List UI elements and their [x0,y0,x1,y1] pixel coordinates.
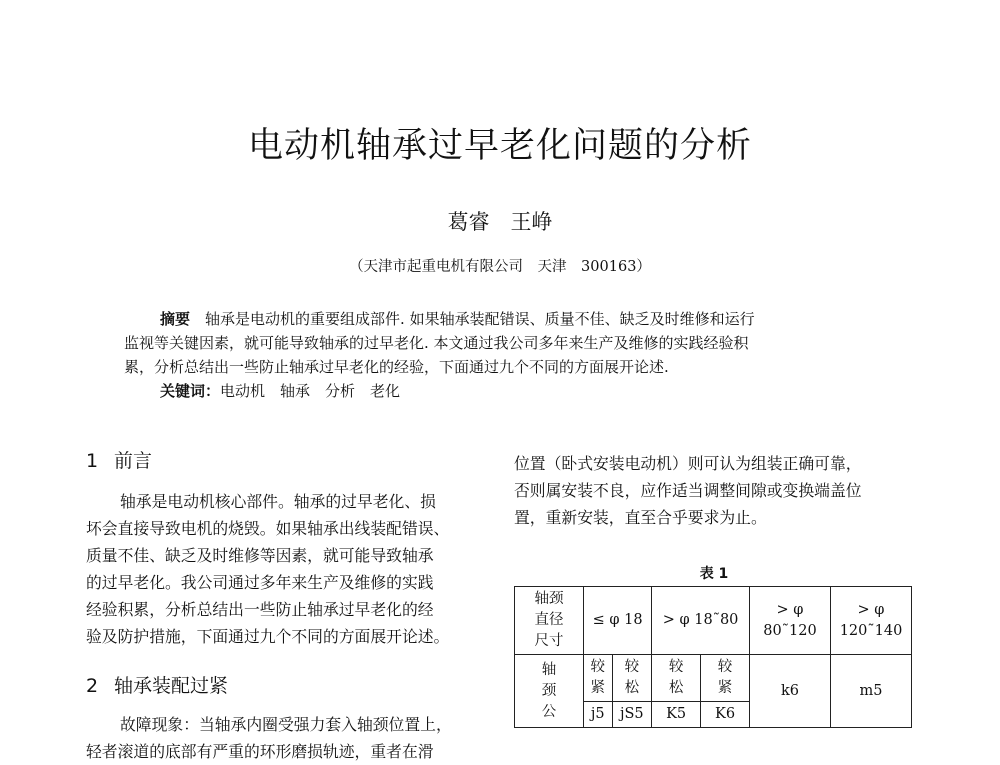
section-2-title: 轴承装配过紧 [114,675,229,697]
table-row [515,655,912,702]
affiliation: （天津市起重电机有限公司 天津 300163） [349,259,651,275]
paragraph-line: 经验积累，分析总结出一些防止轴承过早老化的经 [86,600,434,619]
paragraph-line: 轻者滚道的底部有严重的环形磨损轨迹，重者在滑 [86,742,434,761]
abstract-label: 摘要 [160,310,191,328]
section-1-heading [86,446,152,473]
table-1 [514,586,912,728]
paragraph-line: 坏会直接导致电机的烧毁。如果轴承出线装配错误、 [86,519,450,538]
paragraph-line: 位置（卧式安装电动机）则可认为组装正确可靠， [514,454,862,473]
paragraph-line: 否则属安装不良，应作适当调整间隙或变换端盖位 [514,481,862,500]
page-title: 电动机轴承过早老化问题的分析 [247,126,752,166]
keywords [124,379,884,403]
table-cell: 较 松 [652,655,701,702]
right-column-text [514,450,924,531]
abstract-line-3: 累，分析总结出一些防止轴承过早老化的经验，下面通过九个不同的方面展开论述. [124,358,669,376]
section-2-number: 2 [86,675,99,697]
paragraph-line: 置，重新安装，直至合乎要求为止。 [514,508,767,527]
table-cell: 较 松 [612,655,652,702]
table-cell: > φ 120˜140 [831,587,912,655]
section-1-body [86,488,496,650]
table-cell-row-label: 轴 颈 公 [515,655,584,728]
section-2-heading [86,671,228,698]
keywords-label: 关键词： [160,382,221,400]
table-cell: j5 [584,702,613,728]
section-1-title: 前言 [114,450,153,472]
table-cell: 较 紧 [701,655,750,702]
abstract-line-2: 监视等关键因素，就可能导致轴承的过早老化. 本文通过我公司多年来生产及维修的实践经验积 [124,334,749,352]
table-cell: k6 [750,655,831,728]
paragraph-line: 轴承是电动机核心部件。轴承的过早老化、损 [120,492,436,511]
section-2-body [86,711,496,765]
table-cell-row-label: 轴颈 直径 尺寸 [515,587,584,655]
table-cell: K6 [701,702,750,728]
table-cell: ≤ φ 18 [584,587,652,655]
paragraph-line: 质量不佳、缺乏及时维修等因素，就可能导致轴承 [86,546,434,565]
abstract-block [124,307,884,403]
table-cell: 较 紧 [584,655,613,702]
table-row [515,587,912,655]
table-cell: jS5 [612,702,652,728]
paragraph-line: 的过早老化。我公司通过多年来生产及维修的实践 [86,573,434,592]
table-cell: > φ 80˜120 [750,587,831,655]
paragraph-line: 故障现象：当轴承内圈受强力套入轴颈位置上， [120,715,452,734]
table-cell: > φ 18˜80 [652,587,750,655]
paragraph-line: 验及防护措施，下面通过九个不同的方面展开论述。 [86,627,450,646]
section-1-number: 1 [86,450,99,472]
abstract-line-1: 摘要 轴承是电动机的重要组成部件. 如果轴承装配错误、质量不佳、缺乏及时维修和运行 [160,310,755,328]
table-cell: m5 [831,655,912,728]
keywords-text: 电动机 轴承 分析 老化 [220,382,401,400]
authors: 葛睿 王峥 [447,210,553,234]
table-caption: 表 1 [699,566,729,582]
table-cell: K5 [652,702,701,728]
